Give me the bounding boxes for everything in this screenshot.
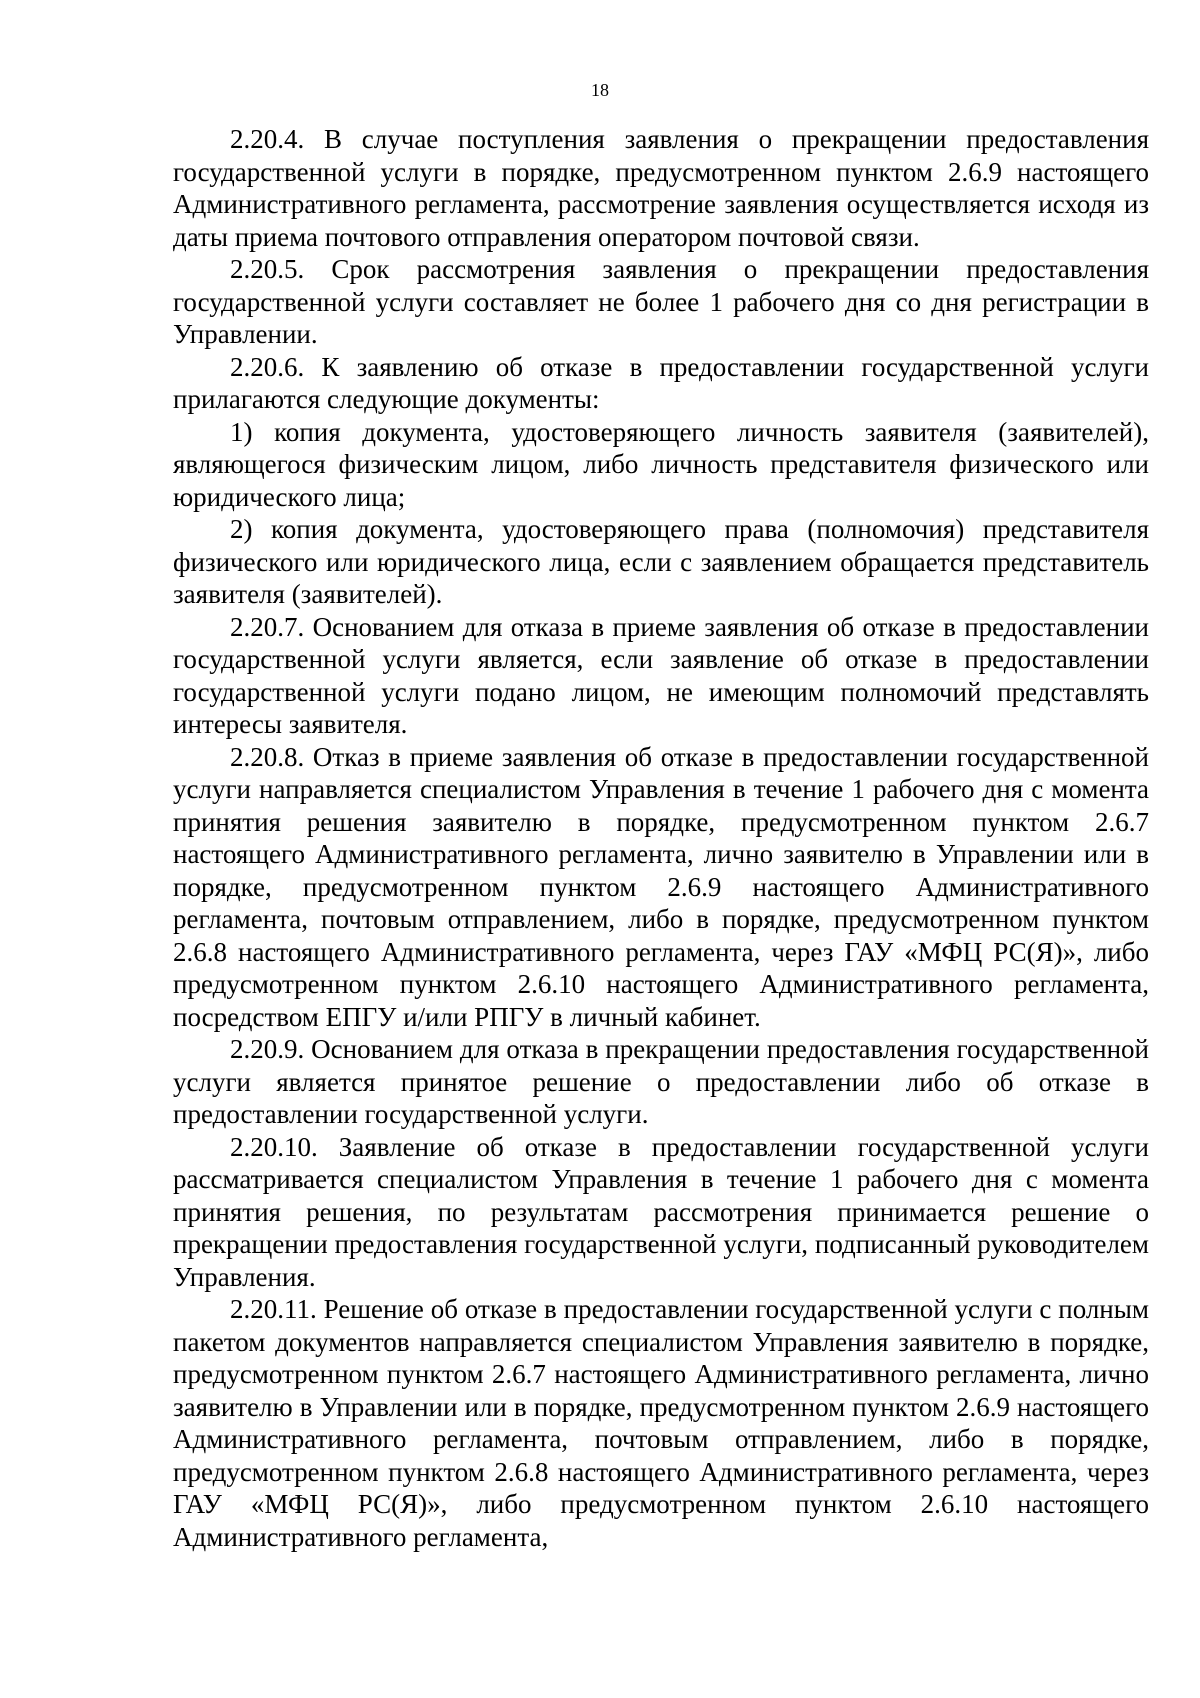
- paragraph-2-20-6: 2.20.6. К заявлению об отказе в предоставлении государственной услуги прилагаются следующие документы:: [173, 351, 1149, 414]
- page-number: 18: [591, 80, 609, 100]
- paragraph-2-20-10: 2.20.10. Заявление об отказе в предоставлении государственной услуги рассматривается специалистом Управления в течение 1 рабочего дня с момента принятия решения, по результатам рассмотрения принимается решение о прекращении предоставления государственной услуги, подписанный руководителем Управления.: [173, 1131, 1149, 1292]
- paragraph-2-20-11: 2.20.11. Решение об отказе в предоставлении государственной услуги с полным пакетом документов направляется специалистом Управления заявителю в порядке, предусмотренном пунктом 2.6.7 настоящего Административного регламента, лично заявителю в Управлении или в порядке, предусмотренном пунктом 2.6.9 настоящего Административного регламента, почтовым отправлением, либо в порядке, предусмотренном пунктом 2.6.8 настоящего Административного регламента, через ГАУ «МФЦ РС(Я)», либо предусмотренном пунктом 2.6.10 настоящего Административного регламента,: [173, 1294, 1149, 1552]
- paragraph-2-20-4: 2.20.4. В случае поступления заявления о прекращении предоставления государственной услуги в порядке, предусмотренном пунктом 2.6.9 настоящего Административного регламента, рассмотрение заявления осуществляется исходя из даты приема почтового отправления оператором почтовой связи.: [173, 124, 1149, 252]
- document-body: [173, 123, 1149, 1553]
- paragraph-2-20-7: 2.20.7. Основанием для отказа в приеме заявления об отказе в предоставлении государственной услуги является, если заявление об отказе в предоставлении государственной услуги подано лицом, не имеющим полномочий представлять интересы заявителя.: [173, 611, 1149, 739]
- list-item-2: 2) копия документа, удостоверяющего права (полномочия) представителя физического или юридического лица, если с заявлением обращается представитель заявителя (заявителей).: [173, 514, 1149, 609]
- paragraph-2-20-8: 2.20.8. Отказ в приеме заявления об отказе в предоставлении государственной услуги направляется специалистом Управления в течение 1 рабочего дня с момента принятия решения заявителю в порядке, предусмотренном пунктом 2.6.7 настоящего Административного регламента, лично заявителю в Управлении или в порядке, предусмотренном пунктом 2.6.9 настоящего Административного регламента, почтовым отправлением, либо в порядке, предусмотренном пунктом 2.6.8 настоящего Административного регламента, через ГАУ «МФЦ РС(Я)», либо предусмотренном пунктом 2.6.10 настоящего Административного регламента, посредством ЕПГУ и/или РПГУ в личный кабинет.: [173, 741, 1149, 1032]
- paragraph-2-20-9: 2.20.9. Основанием для отказа в прекращении предоставления государственной услуги является принятое решение о предоставлении либо об отказе в предоставлении государственной услуги.: [173, 1034, 1149, 1129]
- list-item-1: 1) копия документа, удостоверяющего личность заявителя (заявителей), являющегося физическим лицом, либо личность представителя физического или юридического лица;: [173, 416, 1149, 512]
- paragraph-2-20-5: 2.20.5. Срок рассмотрения заявления о прекращении предоставления государственной услуги составляет не более 1 рабочего дня со дня регистрации в Управлении.: [173, 254, 1149, 349]
